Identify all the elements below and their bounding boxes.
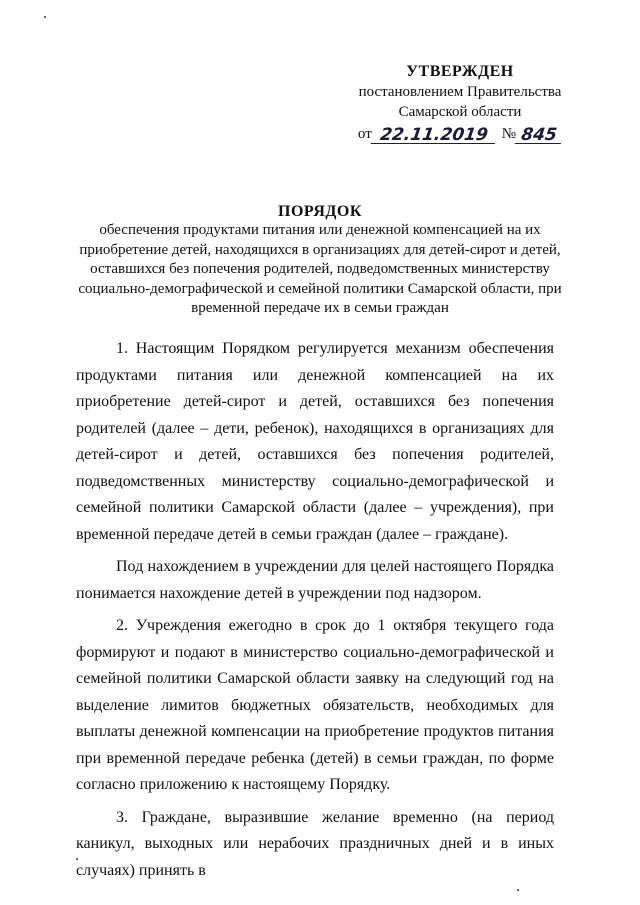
paragraph-2: Под нахождением в учреждении для целей настоящего Порядка понимается нахождение детей в учреждении под надзором. [76,558,554,602]
paragraph-4: 3. Граждане, выразившие желание временно (на период каникул, выходных или нерабочих праздничных дней и в иных случаях) принять в [76,808,554,879]
approval-line-2: Самарской области [398,104,522,120]
approval-title: УТВЕРЖДЕН [406,63,514,80]
paragraph-1: 1. Настоящим Порядком регулируется механизм обеспечения продуктами питания или денежной компенсацией на их приобретение детей-сирот и детей, оставшихся без попечения родителей (далее – дети, ребенок), находящихся в организациях для детей-сирот и детей, оставшихся без попечения родителей, подведомственных министерству социально-демографической и семейной политики Самарской области (далее – учреждения), при временной передаче детей в семьи граждан (далее – граждане). [76,340,554,543]
approval-block [340,62,580,144]
scan-speck [517,889,519,891]
scan-speck [76,858,78,860]
handwritten-date: 22.11.2019 [371,127,497,144]
approval-date-line [340,124,580,144]
document-body [76,336,554,884]
paragraph-3: 2. Учреждения ежегодно в срок до 1 октября текущего года формируют и подают в министерство социально-демографической и семейной политики Самарской области заявку на следующий год на выделение лимитов бюджетных обязательств, необходимых для выплаты денежной компенсации на приобретение продуктов питания при временной передаче ребенка (детей) в семьи граждан, по форме согласно приложению к настоящему Порядку. [76,617,554,793]
handwritten-number: 845 [515,127,563,144]
document-subtitle: обеспечения продуктами питания или денежной компенсацией на их приобретение детей, находящихся в организациях для детей-сирот и детей, оставшихся без попечения родителей, подведомственных министерству социально-демографической и семейной политики Самарской области, при временной передаче их в семьи граждан [78,222,562,316]
scan-speck [44,16,46,18]
approval-line-1: постановлением Правительства [358,84,562,100]
document-title: ПОРЯДОК [278,203,362,220]
number-sign: № [501,126,517,142]
date-prefix: от [357,126,372,142]
